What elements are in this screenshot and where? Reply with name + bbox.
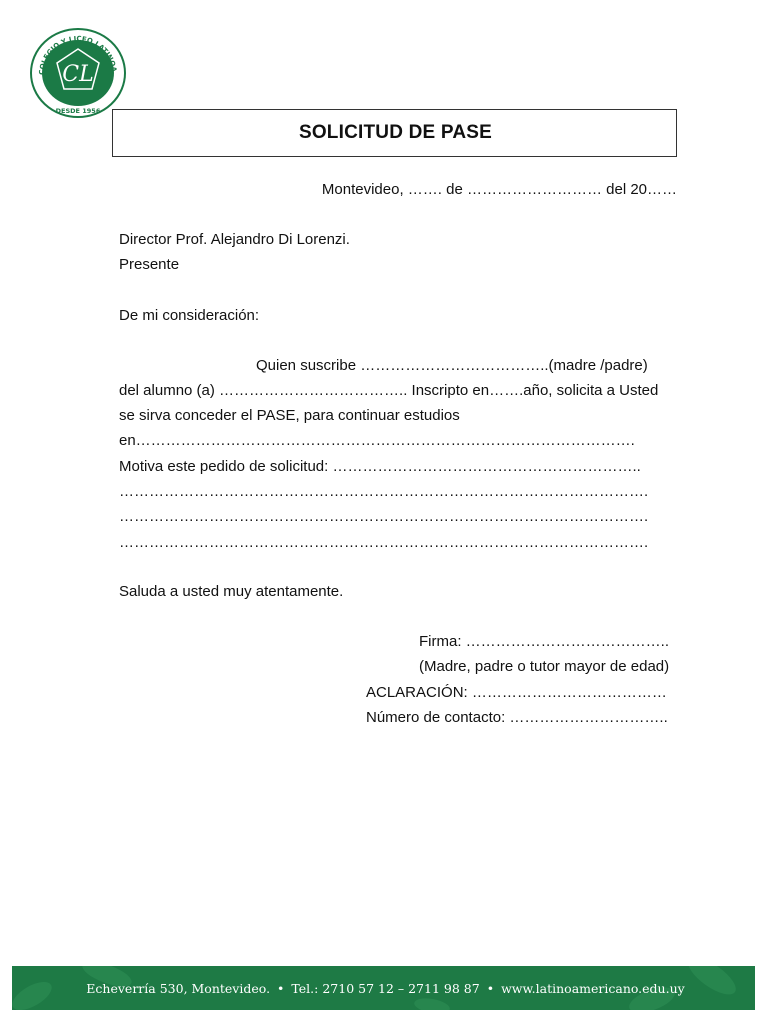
recipient-presente: Presente bbox=[119, 256, 180, 273]
logo-bottom-text: DESDE 1956 bbox=[55, 107, 101, 115]
closing: Saluda a usted muy atentamente. bbox=[119, 583, 344, 600]
footer-text bbox=[82, 981, 684, 996]
footer-web: www.latinoamericano.edu.uy bbox=[501, 980, 685, 996]
body-line-6: ……………………………………………………………………………………………. bbox=[119, 483, 649, 500]
footer-band bbox=[12, 966, 755, 1010]
footer-phone: Tel.: 2710 57 12 – 2711 98 87 bbox=[291, 980, 480, 996]
signature-firma: Firma: ………………………………….. bbox=[419, 633, 669, 650]
logo-ring-text: COLEGIO Y LICEO LATINOA bbox=[37, 34, 118, 76]
body-line-1: Quien suscribe ………………………………..(madre /padre) bbox=[256, 357, 648, 374]
body-line-2: del alumno (a) ……………………………….. Inscripto en…….año, solicita a Usted bbox=[119, 382, 659, 399]
date-line: Montevideo, ……. de ……………………… del 20…… bbox=[321, 181, 677, 198]
recipient-name: Director Prof. Alejandro Di Lorenzi. bbox=[119, 231, 350, 248]
body-line-5: Motiva este pedido de solicitud: …………………………………………………….. bbox=[119, 458, 641, 475]
body-line-3: se sirva conceder el PASE, para continuar estudios bbox=[119, 407, 460, 424]
footer-address: Echeverría 530, Montevideo. bbox=[86, 980, 271, 996]
body-line-4: en………………………………………………………………………………………. bbox=[119, 432, 635, 449]
greeting: De mi consideración: bbox=[119, 307, 260, 324]
body-line-7: ……………………………………………………………………………………………. bbox=[119, 508, 649, 525]
footer-bullet: • bbox=[486, 980, 495, 996]
logo-monogram: CL bbox=[62, 62, 94, 87]
body-line-8: ……………………………………………………………………………………………. bbox=[119, 534, 649, 551]
signature-aclaracion: ACLARACIÓN: ………………………………… bbox=[366, 684, 667, 701]
page-title: SOLICITUD DE PASE bbox=[298, 122, 493, 143]
signature-contacto: Número de contacto: ………………………….. bbox=[366, 709, 668, 726]
title-box bbox=[112, 109, 677, 157]
school-logo bbox=[29, 27, 127, 119]
signature-note: (Madre, padre o tutor mayor de edad) bbox=[419, 658, 670, 675]
footer-bullet: • bbox=[277, 980, 285, 996]
